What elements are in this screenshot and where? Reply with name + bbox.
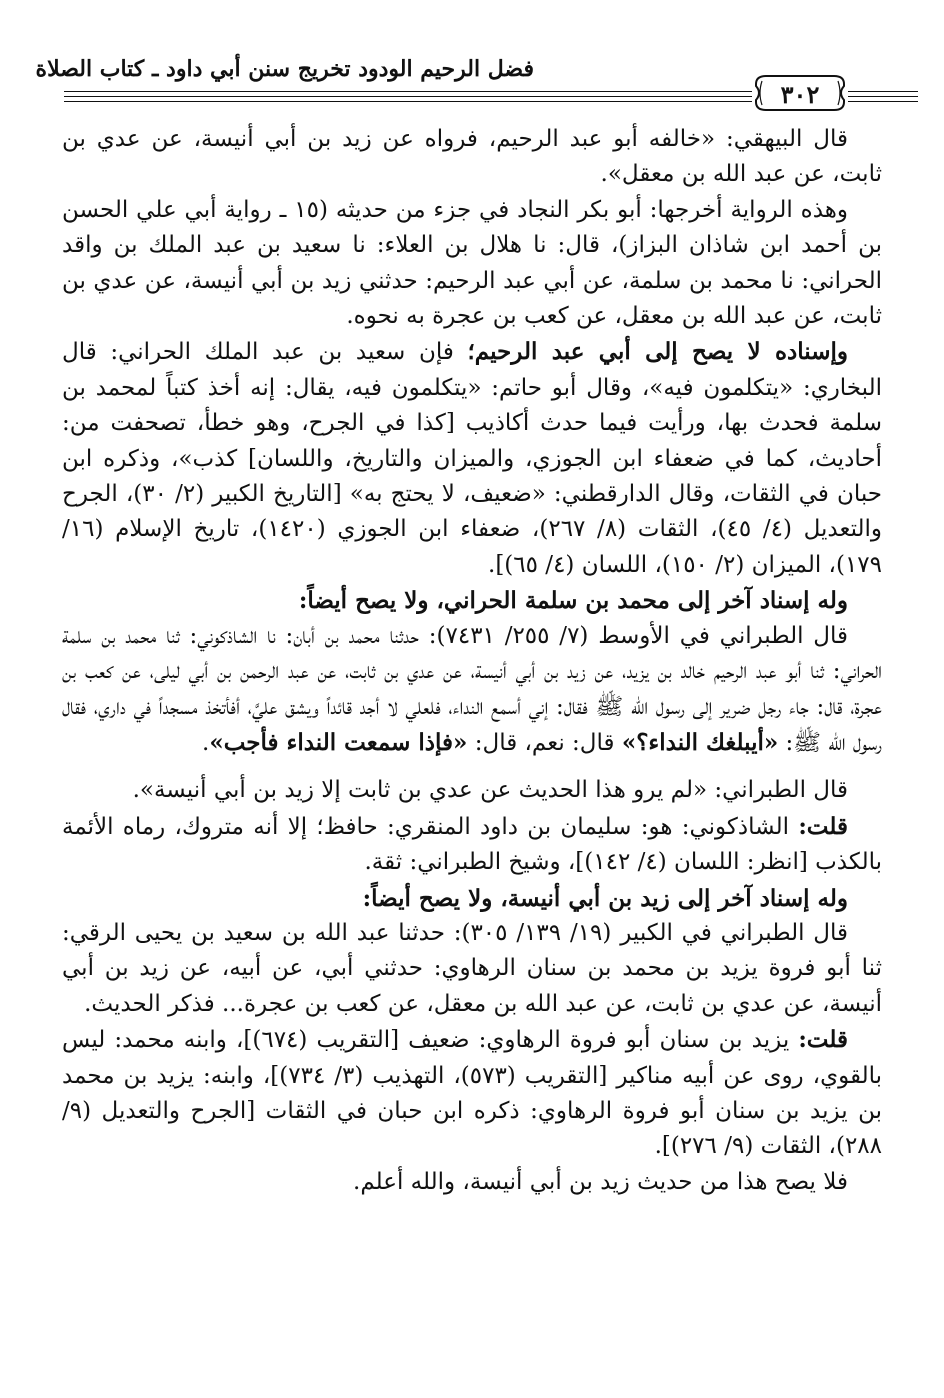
page-number: ٣٠٢ (780, 80, 820, 109)
running-header-title: فضل الرحيم الودود تخريج سنن أبي داود ـ كتاب الصلاة (35, 56, 534, 82)
paragraph: فلا يصح هذا من حديث زيد بن أبي أنيسة، والله أعلم. (353, 1168, 848, 1195)
section-heading: وله إسناد آخر إلى محمد بن سلمة الحراني، ولا يصح أيضاً: (298, 587, 848, 615)
bold-quote: «فإذا سمعت النداء فأجب» (209, 728, 468, 756)
paragraph: قلت: يزيد بن سنان أبو فروة الرهاوي: ضعيف [التقريب (٦٧٤)]، وابنه محمد: ليس بالقوي، روى عن أبيه مناكير [التقريب (٥٧٣)، التهذيب (٣/ ٧٣٤)]، وابنه: يزيد بن محمد بن يزيد بن سنان أبو فروة الرهاوي: ذكره ابن حبان في الثقات [الجرح والتعديل (٩/ ٢٨٨)، الثقات (٩/ ٢٧٦)]. (62, 1026, 883, 1160)
spacer (62, 761, 882, 773)
bold-quote: «أيبلغك النداء؟» (621, 728, 779, 756)
paragraph: قال الطبراني في الكبير (١٩/ ١٣٩/ ٣٠٥): حدثنا عبد الله بن سعيد بن يحيى الرقي: ثنا أبو فروة يزيد بن محمد بن سنان الرهاوي: حدثني أبي، عن أبيه، عن زيد بن أبي أنيسة، عن عدي بن ثابت، عن عبد الله بن معقل، عن كعب بن عجرة... فذكر الحديث. (62, 919, 882, 1017)
bold-lead: وإسناده لا يصح إلى أبي عبد الرحيم؛ (467, 338, 849, 366)
page-body (62, 122, 882, 1200)
paragraph: قلت: الشاذكوني: هو: سليمان بن داود المنقري: حافظ؛ إلا أنه متروك، رماه الأئمة بالكذب [انظر: اللسان (٤/ ١٤٢)]، وشيخ الطبراني: ثقة. (62, 812, 882, 876)
note-label: قلت: (798, 812, 848, 840)
note-label: قلت: (798, 1026, 848, 1054)
paragraph: قال البيهقي: «خالفه أبو عبد الرحيم، فرواه عن زيد بن أبي أنيسة، عن عدي بن ثابت، عن عبد الله بن معقل». (62, 126, 882, 188)
paragraph: قال الطبراني في الأوسط (٧/ ٢٥٥/ ٧٤٣١): حدثنا محمد بن أبان: نا الشاذكوني: ثنا محمد بن سلمة الحراني: ثنا أبو عبد الرحيم خالد بن يزيد، عن زيد بن أبي أنيسة، عن عدي بن ثابت، عن عبد الرحمن بن أبي ليلى، عن كعب بن عجرة، قال: جاء رجل ضرير إلى رسول الله ﷺ فقال: إني أسمع النداء، فلعلي لا أجد قائداً ويشق عليَّ، أفأتخذ مسجداً في داري، فقال رسول الله ﷺ: «أيبلغك النداء؟» قال: نعم، قال: «فإذا سمعت النداء فأجب». (62, 622, 882, 756)
paragraph: قال الطبراني: «لم يرو هذا الحديث عن عدي بن ثابت إلا زيد بن أبي أنيسة». (132, 777, 848, 804)
page-number-frame (752, 72, 848, 114)
section-heading: وله إسناد آخر إلى زيد بن أبي أنيسة، ولا يصح أيضاً: (362, 884, 848, 912)
paragraph: وإسناده لا يصح إلى أبي عبد الرحيم؛ فإن سعيد بن عبد الملك الحراني: قال البخاري: «يتكلمون فيه»، وقال أبو حاتم: «يتكلمون فيه، يقال: إنه أخذ كتباً لمحمد بن سلمة فحدث بها، ورأيت فيما حدث أكاذيب [كذا في الجرح، وهو خطأ، تصحفت من: أحاديث، كما في ضعفاء ابن الجوزي، والميزان والتاريخ، واللسان] كذب»، وذكره ابن حبان في الثقات، وقال الدارقطني: «ضعيف، لا يحتج به» [التاريخ الكبير (٢/ ٣٠)، الجرح والتعديل (٤/ ٤٥)، الثقات (٨/ ٢٦٧)، ضعفاء ابن الجوزي (١٤٢٠)، تاريخ الإسلام (١٦/ ١٧٩)، الميزان (٢/ ١٥٠)، اللسان (٤/ ٦٥)]. (62, 338, 883, 578)
paragraph: وهذه الرواية أخرجها: أبو بكر النجاد في جزء من حديثه (١٥ ـ رواية أبي علي الحسن بن أحمد ابن شاذان البزاز)، قال: نا هلال بن العلاء: نا سعيد بن عبد الملك بن واقد الحراني: نا محمد بن سلمة، عن أبي عبد الرحيم: حدثني زيد بن أبي أنيسة، عن عدي بن ثابت، عن عبد الله بن معقل، عن كعب بن عجرة به نحوه. (62, 196, 882, 330)
